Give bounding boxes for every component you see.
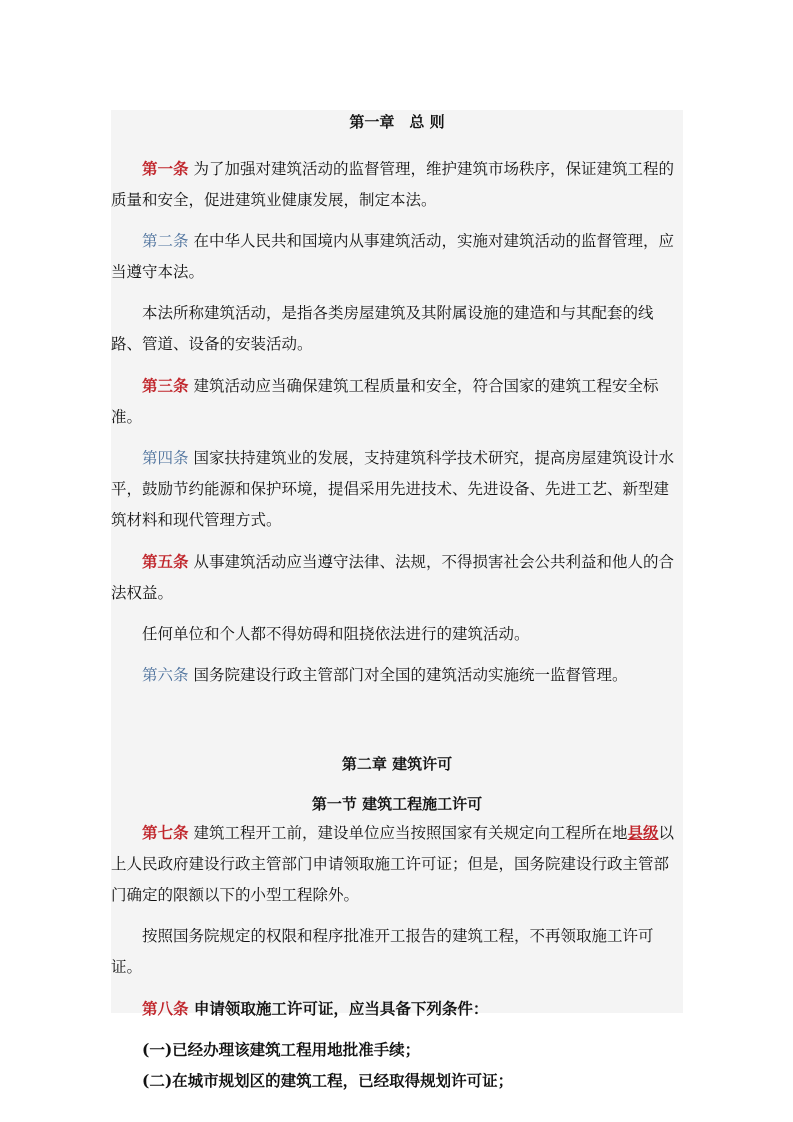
article-text: 建筑活动应当确保建筑工程质量和安全，符合国家的建筑工程安全标准。 (111, 377, 659, 426)
article-6 (111, 660, 683, 691)
article-label: 第一条 (142, 159, 189, 178)
article-text: 建筑工程开工前，建设单位应当按照国家有关规定向工程所在地 (193, 824, 628, 842)
article-text: 在中华人民共和国境内从事建筑活动，实施对建筑活动的监督管理，应当遵守本法。 (111, 232, 674, 281)
section-1-title: 第一节 建筑工程施工许可 (311, 795, 483, 813)
article-5 (111, 546, 683, 609)
article-label: 第七条 (142, 823, 189, 842)
article-label: 第五条 (142, 552, 189, 571)
article-2-para-2 (111, 298, 683, 360)
article-1 (111, 153, 683, 216)
chapter-1-title: 第一章 总 则 (349, 113, 445, 131)
list-item: (一)已经办理该建筑工程用地批准手续； (142, 1040, 421, 1059)
article-label: 第三条 (142, 376, 189, 395)
county-level-link[interactable]: 县级 (627, 823, 659, 842)
article-2 (111, 226, 683, 288)
list-item: (二)在城市规划区的建筑工程，已经取得规划许可证； (142, 1071, 514, 1090)
document-body (111, 110, 683, 1096)
article-text: 为了加强对建筑活动的监督管理，维护建筑市场秩序，保证建筑工程的质量和安全，促进建筑业健康发展，制定本法。 (111, 160, 674, 209)
article-4 (111, 443, 683, 536)
article-label: 第二条 (142, 232, 189, 250)
article-text: 从事建筑活动应当遵守法律、法规，不得损害社会公共利益和他人的合法权益。 (111, 553, 674, 602)
article-8 (111, 993, 683, 1024)
article-7 (111, 817, 683, 911)
article-7-para-2 (111, 921, 683, 983)
article-text: 国务院建设行政主管部门对全国的建筑活动实施统一监督管理。 (193, 666, 628, 684)
article-text: 按照国务院规定的权限和程序批准开工报告的建筑工程，不再领取施工许可证。 (111, 927, 654, 976)
article-label: 第八条 (142, 999, 189, 1018)
article-label: 第四条 (142, 449, 189, 467)
article-3 (111, 370, 683, 433)
article-text: 任何单位和个人都不得妨碍和阻挠依法进行的建筑活动。 (142, 625, 530, 643)
article-5-para-2 (111, 619, 683, 650)
article-text: 国家扶持建筑业的发展，支持建筑科学技术研究，提高房屋建筑设计水平，鼓励节约能源和保护环境，提倡采用先进技术、先进设备、先进工艺、新型建筑材料和现代管理方式。 (111, 449, 674, 529)
article-text: 本法所称建筑活动，是指各类房屋建筑及其附属设施的建造和与其配套的线路、管道、设备的安装活动。 (111, 304, 654, 353)
article-text: 以上人民政府建设行政主管部门申请领取施工许可证；但是，国务院建设行政主管部门确定的限额以下的小型工程除外。 (111, 824, 674, 904)
chapter-2-title: 第二章 建筑许可 (341, 755, 453, 773)
article-text: 申请领取施工许可证，应当具备下列条件： (193, 999, 489, 1018)
article-label: 第六条 (142, 666, 189, 684)
